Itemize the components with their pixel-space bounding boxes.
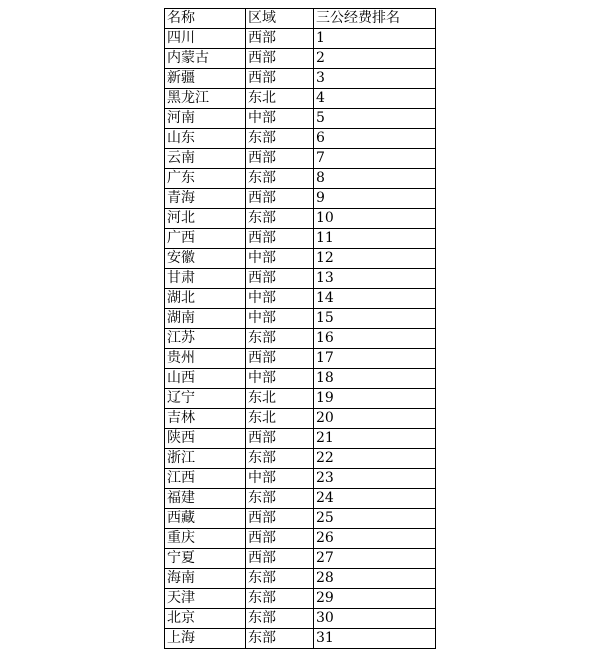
cell-region: 东北 bbox=[246, 409, 314, 429]
table-row bbox=[165, 589, 436, 609]
table-row bbox=[165, 49, 436, 69]
cell-region: 西部 bbox=[246, 429, 314, 449]
header-row bbox=[165, 9, 436, 29]
cell-province: 江苏 bbox=[165, 329, 246, 349]
table-row bbox=[165, 629, 436, 649]
table-row bbox=[165, 489, 436, 509]
table-row bbox=[165, 229, 436, 249]
cell-province: 广西 bbox=[165, 229, 246, 249]
cell-rank: 25 bbox=[314, 509, 436, 529]
cell-region: 中部 bbox=[246, 369, 314, 389]
cell-rank: 11 bbox=[314, 229, 436, 249]
table-row bbox=[165, 289, 436, 309]
cell-rank: 8 bbox=[314, 169, 436, 189]
cell-region: 西部 bbox=[246, 189, 314, 209]
cell-region: 东部 bbox=[246, 609, 314, 629]
cell-region: 东北 bbox=[246, 89, 314, 109]
cell-region: 东北 bbox=[246, 389, 314, 409]
cell-region: 东部 bbox=[246, 489, 314, 509]
table-row bbox=[165, 509, 436, 529]
cell-rank: 22 bbox=[314, 449, 436, 469]
table-row bbox=[165, 429, 436, 449]
cell-region: 东部 bbox=[246, 209, 314, 229]
cell-region: 中部 bbox=[246, 249, 314, 269]
cell-region: 东部 bbox=[246, 169, 314, 189]
cell-rank: 6 bbox=[314, 129, 436, 149]
cell-province: 青海 bbox=[165, 189, 246, 209]
ranking-table bbox=[164, 8, 436, 649]
cell-rank: 15 bbox=[314, 309, 436, 329]
cell-rank: 21 bbox=[314, 429, 436, 449]
table-row bbox=[165, 329, 436, 349]
cell-rank: 16 bbox=[314, 329, 436, 349]
cell-province: 天津 bbox=[165, 589, 246, 609]
cell-region: 中部 bbox=[246, 109, 314, 129]
cell-province: 云南 bbox=[165, 149, 246, 169]
table-body bbox=[165, 9, 436, 649]
cell-province: 广东 bbox=[165, 169, 246, 189]
table-row bbox=[165, 269, 436, 289]
cell-rank: 1 bbox=[314, 29, 436, 49]
cell-region: 中部 bbox=[246, 309, 314, 329]
cell-region: 东部 bbox=[246, 329, 314, 349]
cell-province: 山东 bbox=[165, 129, 246, 149]
table-row bbox=[165, 349, 436, 369]
cell-province: 山西 bbox=[165, 369, 246, 389]
cell-region: 西部 bbox=[246, 549, 314, 569]
table-row bbox=[165, 89, 436, 109]
cell-rank: 24 bbox=[314, 489, 436, 509]
cell-province: 福建 bbox=[165, 489, 246, 509]
cell-rank: 2 bbox=[314, 49, 436, 69]
cell-province: 浙江 bbox=[165, 449, 246, 469]
cell-region: 西部 bbox=[246, 229, 314, 249]
cell-rank: 12 bbox=[314, 249, 436, 269]
table-row bbox=[165, 209, 436, 229]
cell-province: 西藏 bbox=[165, 509, 246, 529]
cell-region: 西部 bbox=[246, 269, 314, 289]
table-row bbox=[165, 29, 436, 49]
cell-province: 河北 bbox=[165, 209, 246, 229]
cell-province: 新疆 bbox=[165, 69, 246, 89]
cell-rank: 23 bbox=[314, 469, 436, 489]
header-rank: 三公经费排名 bbox=[314, 9, 436, 29]
table-row bbox=[165, 189, 436, 209]
cell-province: 海南 bbox=[165, 569, 246, 589]
cell-region: 西部 bbox=[246, 49, 314, 69]
table-row bbox=[165, 529, 436, 549]
table-row bbox=[165, 309, 436, 329]
cell-region: 东部 bbox=[246, 129, 314, 149]
cell-region: 西部 bbox=[246, 29, 314, 49]
cell-rank: 27 bbox=[314, 549, 436, 569]
table-row bbox=[165, 149, 436, 169]
cell-region: 西部 bbox=[246, 529, 314, 549]
cell-region: 西部 bbox=[246, 149, 314, 169]
table-row bbox=[165, 69, 436, 89]
cell-province: 安徽 bbox=[165, 249, 246, 269]
cell-rank: 31 bbox=[314, 629, 436, 649]
cell-region: 西部 bbox=[246, 509, 314, 529]
cell-rank: 20 bbox=[314, 409, 436, 429]
cell-rank: 17 bbox=[314, 349, 436, 369]
cell-province: 甘肃 bbox=[165, 269, 246, 289]
cell-province: 黑龙江 bbox=[165, 89, 246, 109]
cell-province: 四川 bbox=[165, 29, 246, 49]
cell-rank: 3 bbox=[314, 69, 436, 89]
cell-region: 东部 bbox=[246, 449, 314, 469]
cell-region: 东部 bbox=[246, 569, 314, 589]
cell-province: 湖南 bbox=[165, 309, 246, 329]
cell-region: 东部 bbox=[246, 629, 314, 649]
table-row bbox=[165, 569, 436, 589]
cell-province: 上海 bbox=[165, 629, 246, 649]
cell-rank: 28 bbox=[314, 569, 436, 589]
cell-rank: 26 bbox=[314, 529, 436, 549]
cell-rank: 19 bbox=[314, 389, 436, 409]
cell-province: 内蒙古 bbox=[165, 49, 246, 69]
cell-region: 西部 bbox=[246, 69, 314, 89]
cell-rank: 14 bbox=[314, 289, 436, 309]
cell-province: 吉林 bbox=[165, 409, 246, 429]
cell-province: 重庆 bbox=[165, 529, 246, 549]
cell-rank: 4 bbox=[314, 89, 436, 109]
cell-rank: 10 bbox=[314, 209, 436, 229]
table-row bbox=[165, 409, 436, 429]
cell-province: 江西 bbox=[165, 469, 246, 489]
cell-rank: 7 bbox=[314, 149, 436, 169]
table-row bbox=[165, 469, 436, 489]
table-row bbox=[165, 169, 436, 189]
cell-province: 北京 bbox=[165, 609, 246, 629]
cell-rank: 5 bbox=[314, 109, 436, 129]
cell-rank: 9 bbox=[314, 189, 436, 209]
header-name: 名称 bbox=[165, 9, 246, 29]
table-row bbox=[165, 389, 436, 409]
table-row bbox=[165, 249, 436, 269]
cell-province: 陕西 bbox=[165, 429, 246, 449]
cell-region: 中部 bbox=[246, 289, 314, 309]
cell-region: 东部 bbox=[246, 589, 314, 609]
cell-province: 湖北 bbox=[165, 289, 246, 309]
cell-rank: 29 bbox=[314, 589, 436, 609]
cell-rank: 13 bbox=[314, 269, 436, 289]
cell-rank: 18 bbox=[314, 369, 436, 389]
table-row bbox=[165, 609, 436, 629]
cell-province: 宁夏 bbox=[165, 549, 246, 569]
cell-province: 河南 bbox=[165, 109, 246, 129]
table-row bbox=[165, 549, 436, 569]
table-row bbox=[165, 369, 436, 389]
cell-region: 中部 bbox=[246, 469, 314, 489]
table-row bbox=[165, 129, 436, 149]
header-region: 区域 bbox=[246, 9, 314, 29]
cell-region: 西部 bbox=[246, 349, 314, 369]
cell-province: 贵州 bbox=[165, 349, 246, 369]
table-row bbox=[165, 109, 436, 129]
table-row bbox=[165, 449, 436, 469]
cell-province: 辽宁 bbox=[165, 389, 246, 409]
cell-rank: 30 bbox=[314, 609, 436, 629]
